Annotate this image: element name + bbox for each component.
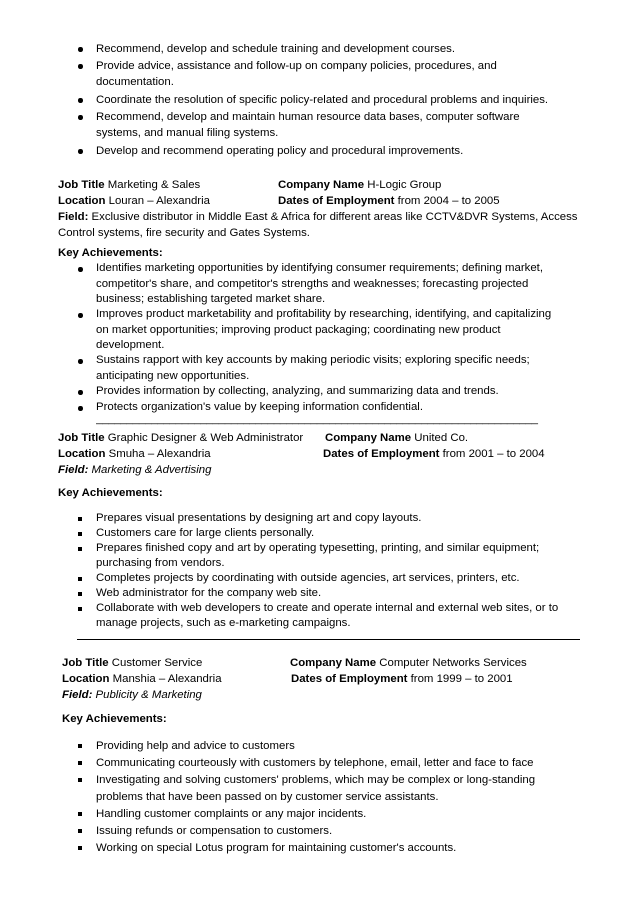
key-achievements-heading: Key Achievements: [62, 713, 167, 725]
list-item: Develop and recommend operating policy and procedural improvements. [96, 143, 566, 160]
list-item: Recommend, develop and schedule training and development courses. [96, 41, 566, 58]
job-title: Marketing & Sales [104, 179, 201, 191]
key-achievements-heading: Key Achievements: [58, 247, 163, 259]
list-item: Coordinate the resolution of specific policy-related and procedural problems and inquiries. [96, 92, 566, 109]
list-item: Customers care for large clients personally. [96, 526, 586, 541]
list-item: Handling customer complaints or any major incidents. [96, 806, 566, 823]
list-item: Protects organization's value by keeping information confidential. [96, 400, 566, 416]
job-title: Graphic Designer & Web Administrator [104, 432, 304, 444]
list-item: Completes projects by coordinating with outside agencies, art services, printers, etc. [96, 571, 586, 586]
location-row: Location Smuha – Alexandria Dates of Employment from 2001 – to 2004 [58, 448, 545, 460]
list-item: Communicating courteously with customers by telephone, email, letter and face to face [96, 755, 566, 772]
field-description: Field: Publicity & Marketing [62, 689, 202, 701]
location: Smuha – Alexandria [105, 448, 211, 460]
job-entry-3 [62, 655, 582, 703]
achievement-list-3 [96, 738, 566, 857]
location-row: Location Manshia – Alexandria Dates of Employment from 1999 – to 2001 [62, 673, 513, 685]
top-bullet-list [96, 41, 566, 160]
list-item: Identifies marketing opportunities by identifying consumer requirements; defining market, competitor's share, and competitor's strengths and weaknesses; forecasting projected business; establishing targeted market share. [96, 261, 566, 307]
list-item: Provides information by collecting, analyzing, and summarizing data and trends. [96, 384, 566, 400]
location-row: Location Louran – Alexandria Dates of Employment from 2004 – to 2005 [58, 195, 500, 207]
list-item: Prepares finished copy and art by operating typesetting, printing, and similar equipment; purchasing from vendors. [96, 541, 586, 571]
field-description: Field: Exclusive distributor in Middle East & Africa for different areas like CCTV&DVR Systems, Access Control systems, fire security and Gates Systems. [58, 211, 578, 239]
list-item: Improves product marketability and profitability by researching, identifying, and capitalizing on market opportunities; improving product packaging; coordinating new product development. [96, 307, 566, 353]
company-name: H-Logic Group [364, 179, 442, 191]
job-title-row: Job Title Customer Service Company Name Computer Networks Services [62, 657, 527, 669]
location: Louran – Alexandria [105, 195, 210, 207]
list-item: Recommend, develop and maintain human resource data bases, computer software systems, and manual filing systems. [96, 109, 566, 143]
key-achievements-heading: Key Achievements: [58, 487, 163, 499]
achievement-list-2 [96, 511, 586, 631]
job-entry-1 [58, 177, 578, 241]
employment-dates: from 2001 – to 2004 [439, 448, 545, 460]
list-item: Web administrator for the company web site. [96, 586, 586, 601]
list-item: Providing help and advice to customers [96, 738, 566, 755]
field-description: Field: Marketing & Advertising [58, 464, 212, 476]
section-divider [77, 639, 580, 640]
job-title-row: Job Title Marketing & Sales Company Name H-Logic Group [58, 179, 442, 191]
list-item: Provide advice, assistance and follow-up on company policies, procedures, and documentation. [96, 58, 566, 92]
employment-dates: from 2004 – to 2005 [394, 195, 500, 207]
list-item: Sustains rapport with key accounts by making periodic visits; exploring specific needs; anticipating new opportunities. [96, 353, 566, 384]
list-item: Issuing refunds or compensation to customers. [96, 823, 566, 840]
achievement-list-1 [96, 261, 566, 428]
job-title-row: Job Title Graphic Designer & Web Administrator Company Name United Co. [58, 432, 469, 444]
job-title: Customer Service [108, 657, 203, 669]
list-item: Working on special Lotus program for maintaining customer's accounts. [96, 840, 566, 857]
company-name: Computer Networks Services [376, 657, 527, 669]
list-item: Collaborate with web developers to create and operate internal and external web sites, or to manage projects, such as e-marketing campaigns. [96, 601, 586, 631]
employment-dates: from 1999 – to 2001 [407, 673, 513, 685]
list-item: Investigating and solving customers' problems, which may be complex or long-standing problems that have been passed on by customer service assistants. [96, 772, 566, 806]
separator-line: ________________________________________________________________________ [96, 413, 538, 425]
list-item: Prepares visual presentations by designing art and copy layouts. [96, 511, 586, 526]
job-entry-2 [58, 430, 578, 478]
company-name: United Co. [411, 432, 469, 444]
location: Manshia – Alexandria [109, 673, 222, 685]
